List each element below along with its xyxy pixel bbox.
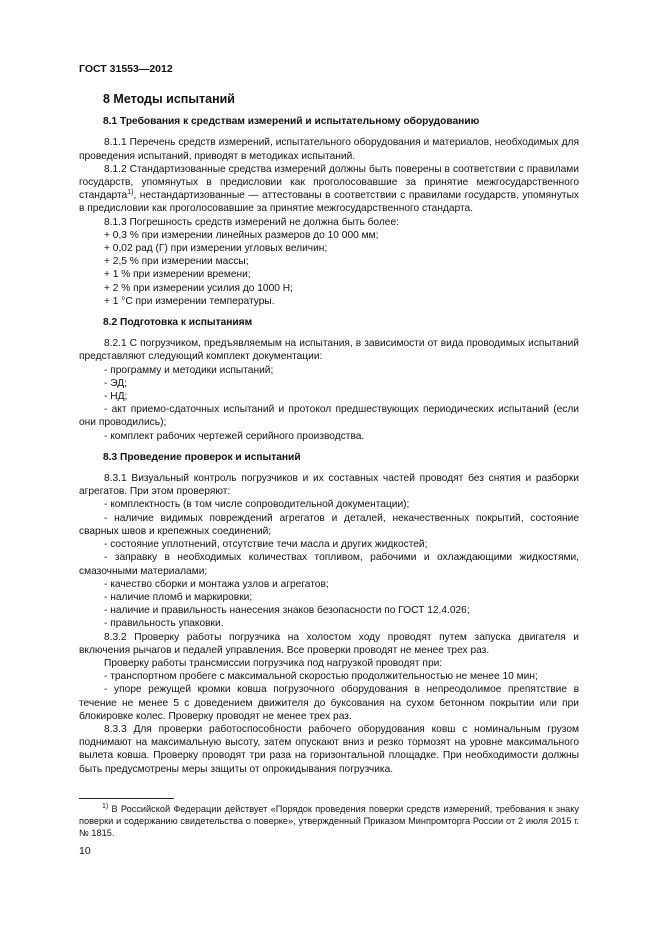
list-item: - наличие и правильность нанесения знаков безопасности по ГОСТ 12.4.026; xyxy=(104,605,470,617)
paragraph-8-1-2-part-a: 8.1.2 Стандартизованные средства измерений должны быть поверены в соответствии с правилами государств, упомянутых в предисловии как проголосовавшие за принятие межгосударственного стандарта xyxy=(79,163,579,202)
list-item: - НД; xyxy=(104,391,128,403)
paragraph-8-3-1: 8.3.1 Визуальный контроль погрузчиков и их составных частей проводят без снятия и разборки агрегатов. При этом проверяют: xyxy=(79,473,579,498)
list-item: - транспортном пробеге с максимальной скоростью продолжительностью не менее 10 мин; xyxy=(104,671,538,683)
list-item: + 2,5 % при измерении массы; xyxy=(104,256,249,268)
footnote-reference: 1) xyxy=(127,189,134,197)
list-item: - правильность упаковки. xyxy=(104,618,224,630)
footnote-text: В Российской Федерации действует «Порядок проведения поверки средств измерений, требования к знаку поверки и содержанию свидетельства о поверке», утвержденный Приказом Минпромторга России от 2 июля 2015 г. № 1815. xyxy=(79,804,579,838)
paragraph-8-3-2: 8.3.2 Проверку работы погрузчика на холостом ходу проводят путем запуска двигателя и включения рычагов и педалей управления. Все проверки проводят не менее трех раз. xyxy=(79,631,579,656)
list-item: - ЭД; xyxy=(104,377,127,389)
list-item: + 0,3 % при измерении линейных размеров до 10 000 мм; xyxy=(104,229,379,241)
list-item: + 2 % при измерении усилия до 1000 Н; xyxy=(104,282,293,294)
list-item: - акт приемо-сдаточных испытаний и протокол предшествующих периодических испытаний (если они проводились); xyxy=(79,404,579,429)
list-item: - заправку в необходимых количествах топливом, рабочими и охлаждающими жидкостями, смазочными материалами; xyxy=(79,552,579,577)
subsection-8-2-title: 8.2 Подготовка к испытаниям xyxy=(103,317,253,329)
footnote xyxy=(79,803,579,839)
page-content xyxy=(79,93,579,776)
list-item: - упоре режущей кромки ковша погрузочного оборудования в непреодолимое препятствие в течение не менее 5 с доведением движителя до буксования на сухом бетонном покрытии или при блокировке колес. Проверку проводят не менее трех раз. xyxy=(79,684,579,722)
paragraph-8-1-2-part-b: , нестандартизованные — аттестованы в соответствии с правилами государств, упомянутых в предисловии как проголосовавшие за принятие межгосударственного стандарта. xyxy=(79,190,579,215)
paragraph-transmission-check: Проверку работы трансмиссии погрузчика под нагрузкой проводят при: xyxy=(104,657,443,669)
paragraph-8-1-3: 8.1.3 Погрешность средств измерений не должна быть более: xyxy=(104,216,399,228)
paragraph-8-1-2 xyxy=(79,163,579,216)
page-number: 10 xyxy=(79,845,91,857)
list-item: - качество сборки и монтажа узлов и агрегатов; xyxy=(104,578,329,590)
list-item: - комплектность (в том числе сопроводительной документации); xyxy=(104,499,410,511)
section-title: 8 Методы испытаний xyxy=(103,92,235,106)
list-item: + 0,02 рад (Г) при измерении угловых величин; xyxy=(104,243,328,255)
document-header: ГОСТ 31553—2012 xyxy=(79,63,173,75)
list-item: + 1 % при измерении времени; xyxy=(104,269,251,281)
list-item: - программу и методики испытаний; xyxy=(104,364,274,376)
paragraph-8-2-1: 8.2.1 С погрузчиком, предъявляемым на испытания, в зависимости от вида проводимых испытаний представляют следующий комплект документации: xyxy=(79,338,579,363)
list-item: - наличие видимых повреждений агрегатов и деталей, некачественных покрытий, состояние сварных швов и крепежных соединений; xyxy=(79,512,579,537)
list-item: - комплект рабочих чертежей серийного производства. xyxy=(104,430,365,442)
subsection-8-1-title: 8.1 Требования к средствам измерений и испытательному оборудованию xyxy=(103,116,480,128)
paragraph-8-1-1: 8.1.1 Перечень средств измерений, испытательного оборудования и материалов, необходимых для проведения испытаний, приводят в методиках испытаний. xyxy=(79,137,579,162)
footnote-mark: 1) xyxy=(102,803,109,810)
list-item: + 1 °С при измерении температуры. xyxy=(104,295,275,307)
subsection-8-3-title: 8.3 Проведение проверок и испытаний xyxy=(103,451,301,463)
list-item: - состояние уплотнений, отсутствие течи масла и других жидкостей; xyxy=(104,539,428,551)
footnote-separator xyxy=(79,798,174,799)
list-item: - наличие пломб и маркировки; xyxy=(104,591,253,603)
paragraph-8-3-3: 8.3.3 Для проверки работоспособности рабочего оборудования ковш с номинальным грузом поднимают на максимальную высоту, затем опускают вниз и резко тормозят на уровне максимального вылета ковша. Проверку проводят три раза на горизонтальной площадке. При необходимости должны быть предусмотрены меры защиты от опрокидывания погрузчика. xyxy=(79,723,579,775)
